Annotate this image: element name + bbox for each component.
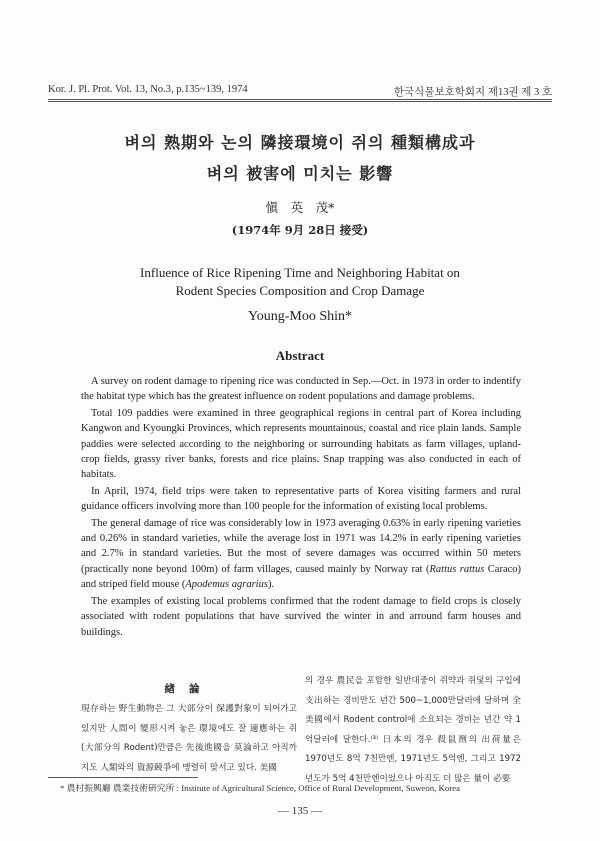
abstract-paragraph: Total 109 paddies were examined in three geographical regions in central part of Korea including Kangwon and Kyoungki Provinces, which represents mountainous, coastal and rice plain lands. Sample paddies were selected according to the neighboring or surrounding habitats as farm villages, upland-crop fields, grassy river banks, forests and rice plains. Snap trapping was also conducted in each of habitats. [81,407,521,481]
header-rule-top [48,99,552,100]
intro-column-left: 現存하는 野生動物은 그 大部分이 保護對象이 되어가고 있지만 人間이 變形시켜 놓은 環境에도 잘 適應하는 쥐(大部分의 Rodent)만큼은 先後進國을 莫論하고 아직까지도 人類와의 資源競爭에 맹렬히 맞서고 있다. 美國 [81,704,297,773]
abstract-paragraph [81,516,521,593]
abstract-paragraph: In April, 1974, field trips were taken to representative parts of Korea visiting farmers and rural guidance officers involving more than 100 people for the information of existing local problems. [81,485,521,513]
abstract-paragraph: The examples of existing local problems confirmed that the rodent damage to field crops is closely associated with rodent populations that have survived the winter in and arround farm houses and buildings. [81,595,521,638]
abstract-paragraph: A survey on rodent damage to ripening rice was conducted in Sep.—Oct. in 1973 in order to indentify the habitat type which has the greatest influence on rodent populations and damage problems. [81,376,521,403]
english-title-line-1: Influence of Rice Ripening Time and Neighboring Habitat on [140,265,460,280]
journal-name-korean: 한국식물보호학회지 제13권 제 3 호 [393,87,552,98]
journal-citation: Kor. J. Pl. Prot. Vol. 13, No.3, p.135~139, 1974 [48,84,248,95]
korean-title-line-2: 벼의 被害에 미치는 影響 [206,164,394,183]
abstract-body [81,374,521,641]
abstract-text: Caraco) and striped field mouse ( [81,563,522,591]
page-number: — 135 — [278,805,322,817]
intro-column-right: 의 경우 農民을 포함한 일반대중이 쥐약과 쥐덫의 구입에 支出하는 경비만도 년간 500~1,000만달러에 달하며 全美國에서 Rodent control에 소요되는 경비는 년간 약 1억달러에 달한다.⁽³⁾ 日本의 경우 殺鼠劑의 出荷量은 1970년도 8억 7천만엔, 1971년도 5억엔, 그리고 1972년도가 5억 4천만엔이었으나 아직도 더 많은 量이 必要 [305,676,521,784]
author-english: Young-Moo Shin* [248,309,352,324]
species-name: Apodemus agrarius [185,579,268,591]
received-date: (1974年 9月 28日 接受) [231,223,369,237]
section-heading-introduction: 緖論 [164,683,214,695]
abstract-text: ). [267,579,275,591]
author-korean: 愼 英 茂* [265,200,335,215]
running-head [48,84,552,99]
abstract-text: The general damage of rice was considerably low in 1973 averaging 0.63% in early ripening varieties and 0.26% in standard varieties, while the average lost in 1971 was 14.2% in early ripening varieties and 2.7% in standard varieties. But the most of severe damages was occurred within 50 meters (practically none beyond 100m) of farm villages, caused mainly by Norway rat ( [81,517,521,575]
species-name: Rattus rattus [429,563,485,575]
header-rule-bottom [48,101,552,102]
footnote-rule [48,777,198,778]
english-title-line-2: Rodent Species Composition and Crop Damage [175,283,425,298]
author-affiliation-footnote: * 農村振興廳 農業技術硏究所 : Institute of Agricultural Science, Office of Rural Development, Suweon, Korea [60,783,461,793]
abstract-heading: Abstract [275,348,325,363]
korean-title-line-1: 벼의 熟期와 논의 隣接環境이 쥐의 種類構成과 [124,133,476,152]
